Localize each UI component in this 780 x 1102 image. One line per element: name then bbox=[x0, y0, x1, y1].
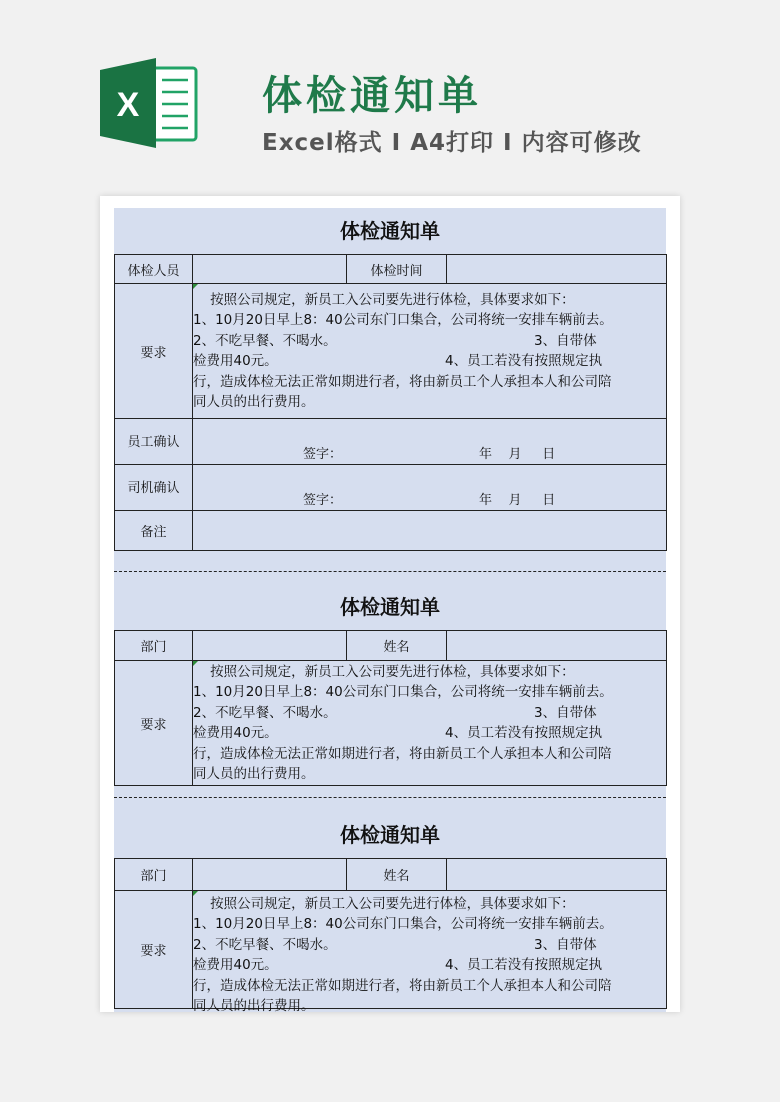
driver-sign-cell[interactable] bbox=[193, 465, 667, 511]
input-name[interactable] bbox=[447, 631, 667, 661]
req-line: 按照公司规定，新员工入公司要先进行体检，具体要求如下： bbox=[193, 291, 575, 308]
req-line: 行，造成体检无法正常如期进行者，将由新员工个人承担本人和公司陪 bbox=[193, 977, 612, 994]
req-line: 同人员的出行费用。 bbox=[193, 998, 315, 1014]
spreadsheet-area bbox=[114, 208, 666, 1012]
label-note: 备注 bbox=[115, 511, 193, 551]
input-department[interactable] bbox=[193, 631, 347, 661]
req-line: 检费用40元。 4、员工若没有按照规定执 bbox=[193, 725, 603, 741]
input-department[interactable] bbox=[193, 859, 347, 891]
req-line: 检费用40元。 4、员工若没有按照规定执 bbox=[193, 957, 603, 973]
req-line: 2、不吃早餐、不喝水。 3、自带体 bbox=[193, 936, 597, 953]
requirements-text[interactable] bbox=[193, 284, 667, 419]
req-line: 按照公司规定，新员工入公司要先进行体检，具体要求如下： bbox=[193, 663, 575, 680]
input-note[interactable] bbox=[193, 511, 667, 551]
requirements-text[interactable] bbox=[193, 891, 667, 1014]
requirements-text[interactable] bbox=[193, 661, 667, 786]
label-requirements: 要求 bbox=[115, 661, 193, 786]
notice-table bbox=[114, 630, 667, 786]
req-line: 行，造成体检无法正常如期进行者，将由新员工个人承担本人和公司陪 bbox=[193, 373, 612, 390]
label-department: 部门 bbox=[115, 631, 193, 661]
label-name: 姓名 bbox=[347, 631, 447, 661]
label-driver-confirm: 司机确认 bbox=[115, 465, 193, 511]
excel-icon-letter: X bbox=[116, 86, 140, 124]
employee-sign-cell[interactable] bbox=[193, 419, 667, 465]
notice-block-1 bbox=[114, 208, 666, 551]
notice-table bbox=[114, 858, 667, 1014]
cut-line bbox=[114, 797, 666, 798]
req-line: 1、10月20日早上8：40公司东门口集合，公司将统一安排车辆前去。 bbox=[193, 312, 613, 328]
label-person: 体检人员 bbox=[115, 255, 193, 284]
label-department: 部门 bbox=[115, 859, 193, 891]
label-requirements: 要求 bbox=[115, 891, 193, 1009]
input-name[interactable] bbox=[447, 859, 667, 891]
sign-label: 签字： bbox=[303, 493, 343, 508]
date-label: 年 月 日 bbox=[479, 447, 556, 462]
page-subtitle: Excel格式 I A4打印 I 内容可修改 bbox=[262, 130, 642, 156]
sign-label: 签字： bbox=[303, 447, 343, 462]
input-time[interactable] bbox=[447, 255, 667, 284]
req-line: 2、不吃早餐、不喝水。 3、自带体 bbox=[193, 704, 597, 721]
header-banner bbox=[0, 0, 780, 180]
document-paper bbox=[100, 196, 680, 1012]
notice-title: 体检通知单 bbox=[340, 595, 440, 619]
req-line: 行，造成体检无法正常如期进行者，将由新员工个人承担本人和公司陪 bbox=[193, 745, 612, 762]
cut-line bbox=[114, 571, 666, 572]
page-title: 体检通知单 bbox=[262, 73, 482, 119]
label-requirements: 要求 bbox=[115, 284, 193, 419]
req-line: 2、不吃早餐、不喝水。 3、自带体 bbox=[193, 332, 597, 349]
notice-title: 体检通知单 bbox=[340, 219, 440, 243]
label-time: 体检时间 bbox=[347, 255, 447, 284]
notice-block-3 bbox=[114, 812, 666, 1014]
date-label: 年 月 日 bbox=[479, 493, 556, 508]
label-name: 姓名 bbox=[347, 859, 447, 891]
req-line: 同人员的出行费用。 bbox=[193, 394, 315, 410]
input-person[interactable] bbox=[193, 255, 347, 284]
req-line: 按照公司规定，新员工入公司要先进行体检，具体要求如下： bbox=[193, 895, 575, 912]
notice-table bbox=[114, 254, 667, 551]
excel-icon bbox=[100, 58, 198, 148]
req-line: 检费用40元。 4、员工若没有按照规定执 bbox=[193, 353, 603, 369]
req-line: 1、10月20日早上8：40公司东门口集合，公司将统一安排车辆前去。 bbox=[193, 684, 613, 700]
req-line: 1、10月20日早上8：40公司东门口集合，公司将统一安排车辆前去。 bbox=[193, 916, 613, 932]
req-line: 同人员的出行费用。 bbox=[193, 766, 315, 782]
notice-title: 体检通知单 bbox=[340, 823, 440, 847]
label-employee-confirm: 员工确认 bbox=[115, 419, 193, 465]
notice-block-2 bbox=[114, 584, 666, 786]
